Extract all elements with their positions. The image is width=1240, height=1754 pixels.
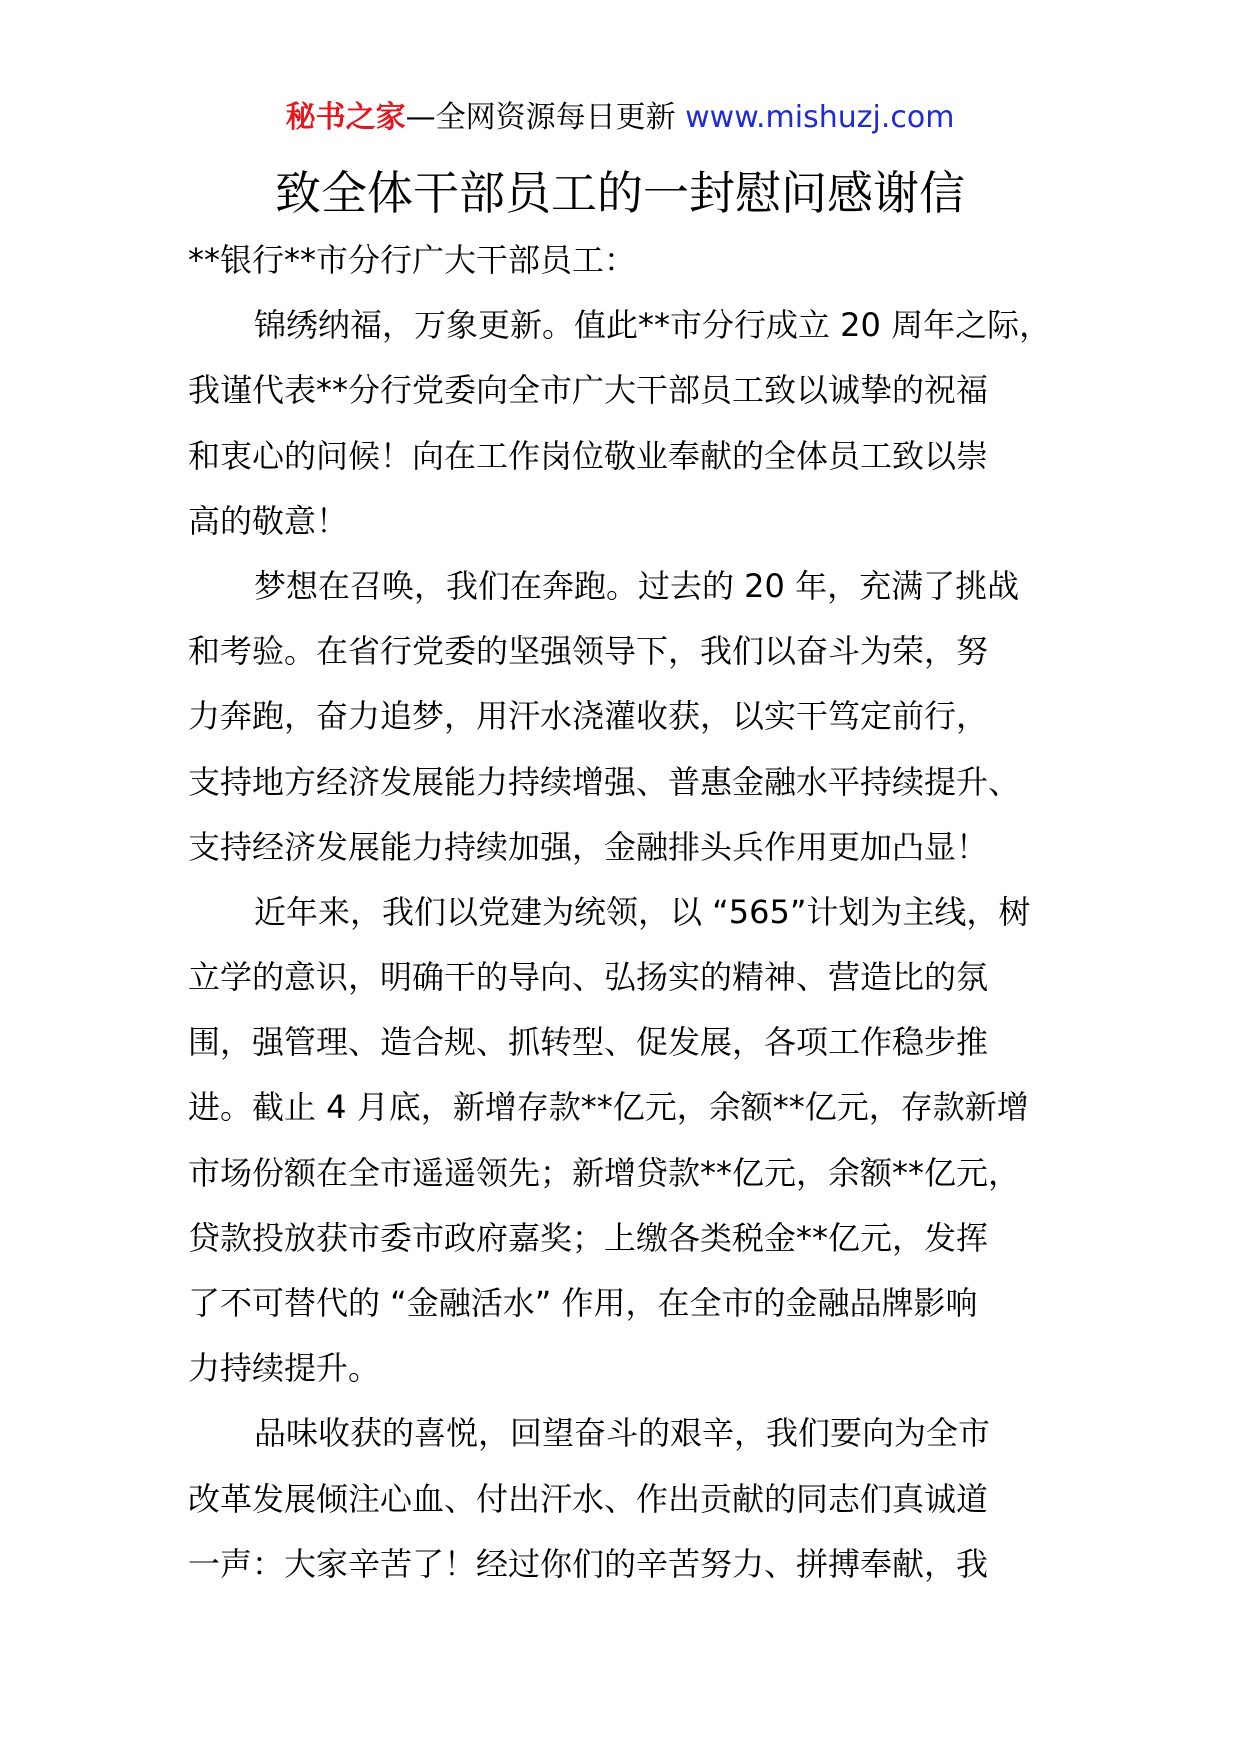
body-line: 力奔跑，奋力追梦，用汗水浇灌收获，以实干笃定前行， (188, 697, 989, 736)
body-line: 立学的意识，明确干的导向、弘扬实的精神、营造比的氛 (188, 958, 989, 997)
body-line: 贷款投放获市委市政府嘉奖；上缴各类税金**亿元，发挥 (188, 1218, 989, 1257)
body-line: 高的敬意！ (188, 501, 349, 540)
body-line: **银行**市分行广大干部员工： (188, 241, 637, 279)
body-line: 了不可替代的 “金融活水” 作用，在全市的金融品牌影响 (188, 1284, 978, 1322)
body-line: 力持续提升。 (188, 1349, 381, 1388)
body-line: 支持地方经济发展能力持续增强、普惠金融水平持续提升、 (188, 762, 1021, 801)
body-line: 进。截止 4 月底，新增存款**亿元，余额**亿元，存款新增 (188, 1088, 1029, 1127)
body-line: 支持经济发展能力持续加强，金融排头兵作用更加凸显！ (188, 827, 989, 866)
site-url-link[interactable]: www.mishuzj.com (685, 100, 955, 135)
body-line: 一声：大家辛苦了！经过你们的辛苦努力、拼搏奉献，我 (188, 1544, 989, 1583)
body-line: 品味收获的喜悦，回望奋斗的艰辛，我们要向为全市 (254, 1414, 991, 1453)
brand-name: 秘书之家 (285, 100, 406, 135)
site-header (0, 98, 1240, 138)
body-line: 梦想在召唤，我们在奔跑。过去的 20 年，充满了挑战 (254, 566, 1020, 605)
body-line: 近年来，我们以党建为统领，以 “565”计划为主线，树 (254, 892, 1031, 931)
body-line: 我谨代表**分行党委向全市广大干部员工致以诚挚的祝福 (188, 371, 989, 410)
document-body (188, 228, 1068, 1597)
body-line: 锦绣纳福，万象更新。值此**市分行成立 20 周年之际， (254, 306, 1052, 345)
body-line: 市场份额在全市遥遥领先；新增贷款**亿元，余额**亿元， (188, 1153, 1021, 1192)
body-line: 改革发展倾注心血、付出汗水、作出贡献的同志们真诚道 (188, 1479, 989, 1518)
body-line: 和考验。在省行党委的坚强领导下，我们以奋斗为荣，努 (188, 632, 989, 671)
document-title: 致全体干部员工的一封慰问感谢信 (275, 166, 965, 220)
body-line: 围，强管理、造合规、抓转型、促发展，各项工作稳步推 (188, 1023, 989, 1062)
header-tagline: —全网资源每日更新 (405, 100, 686, 135)
body-line: 和衷心的问候！向在工作岗位敬业奉献的全体员工致以崇 (188, 436, 989, 475)
